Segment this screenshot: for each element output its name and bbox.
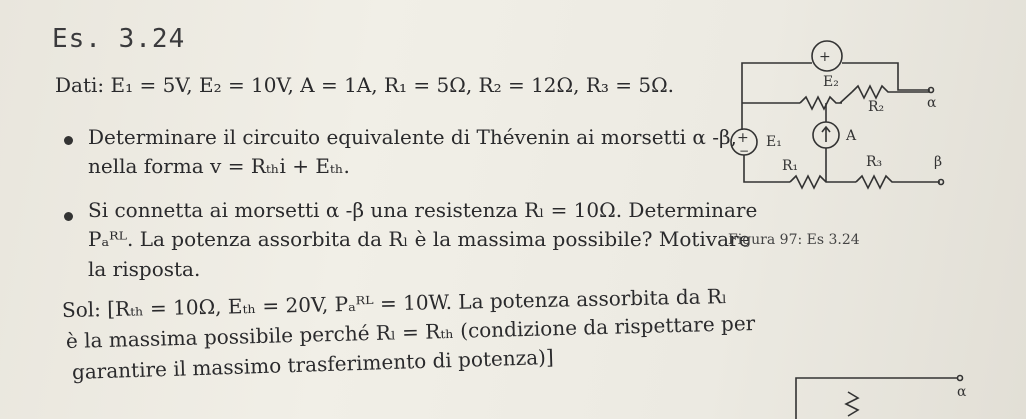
bottom-terminal-alpha [958,376,963,381]
resistor-r1 [790,176,856,188]
bottom-circuit-wire [796,378,958,419]
solution-line-3: garantire il massimo trasferimento di potenza)] [71,344,555,384]
solution-line-1: Sol: [Rₜₕ = 10Ω, Eₜₕ = 20V, Pₐᴿᴸ = 10W. La potenza assorbita da Rₗ [61,284,728,322]
task-2-line-1: Si connetta ai morsetti α -β una resistenza Rₗ = 10Ω. Determinare [88,198,758,222]
label-r1: R₁ [782,158,799,174]
label-alpha: α [927,95,937,111]
wire-top-left [742,63,812,103]
e1-minus: − [739,144,750,158]
e1-plus: + [737,130,749,146]
bottom-resistor [846,392,858,416]
given-data: Dati: E₁ = 5V, E₂ = 10V, A = 1A, R₁ = 5Ω, R₂ = 12Ω, R₃ = 5Ω. [55,73,675,97]
resistor-e2-wire [800,97,842,109]
wire-r2-link [840,92,852,103]
resistor-r3 [856,176,940,188]
exercise-title: Es. 3.24 [52,24,186,54]
terminal-alpha [929,88,934,93]
task-2-line-3: la risposta. [88,257,201,281]
task-1-line-1: Determinare il circuito equivalente di Thévenin ai morsetti α -β, [88,125,737,149]
task-1-line-2: nella forma v = Rₜₕi + Eₜₕ. [88,154,350,178]
label-r3: R₃ [866,154,883,170]
label-a: A [846,128,857,144]
label-beta: β [934,154,943,170]
label-alpha-bottom: α [957,384,967,400]
terminal-beta [939,180,944,185]
figure-caption: Figura 97: Es 3.24 [728,232,860,248]
task-2-line-2: Pₐᴿᴸ. La potenza assorbita da Rₗ è la massima possibile? Motivare [88,227,751,251]
label-e2: E₂ [823,74,839,90]
label-e1: E₁ [766,134,782,150]
source-top-label: + [819,49,831,65]
current-arrow-icon [822,127,830,142]
resistor-r2 [852,86,930,98]
solution-line-2: è la massima possibile perché Rₗ = Rₜₕ (condizione da rispettare per [65,310,756,353]
label-r2: R₂ [868,99,885,115]
wire-top-right [842,63,930,90]
